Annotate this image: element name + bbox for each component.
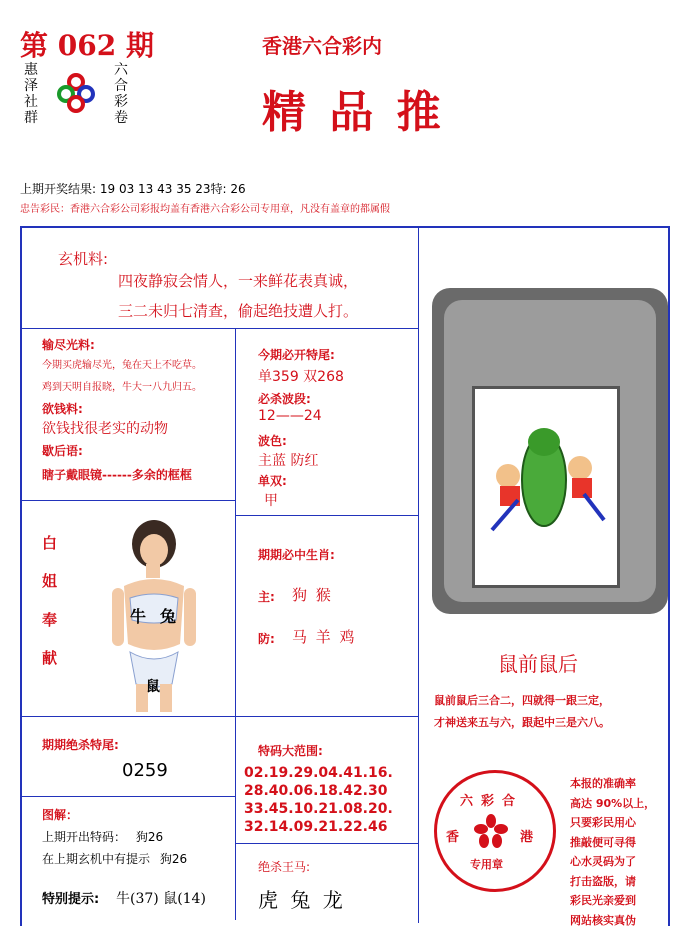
- mystic-line1: 四夜静寂会情人，一来鲜花表真诚，: [118, 272, 359, 290]
- issue-digits: 062: [57, 29, 117, 62]
- girl-char: 奉: [42, 610, 58, 629]
- headline-big: 精 品 推: [262, 87, 445, 138]
- tail-label: 今期必开特尾:: [258, 348, 335, 362]
- seal-left: 香: [446, 830, 460, 845]
- range-row: 32.14.09.21.22.46: [244, 819, 388, 835]
- divider-picture: [418, 228, 419, 733]
- accuracy-line: 只要彩民用心: [570, 816, 636, 829]
- diagram-line1-text: 上期开出特码：: [42, 830, 127, 844]
- picture-caption: 鼠前鼠后: [498, 652, 578, 676]
- divider-mid-tail: [236, 515, 418, 516]
- xiehou-text: 瞎子戴眼镜------多余的框框: [42, 468, 192, 482]
- mystic-label: 玄机料:: [58, 250, 109, 268]
- divider-left-riddle: [22, 500, 235, 501]
- bauhinia-icon: [474, 814, 508, 848]
- oddeven-value: 甲: [264, 493, 278, 509]
- notice: 忠告彩民：香港六合彩公司彩报均盖有香港六合彩公司专用章，凡没有盖章的都属假: [20, 204, 390, 215]
- shuqin-label: 输尽光料:: [42, 338, 95, 352]
- frame-left: [20, 226, 22, 926]
- publisher-char: 社: [24, 94, 38, 111]
- tail-value: 单359 双268: [258, 369, 344, 385]
- seal-char: 六: [460, 794, 482, 809]
- picture-line1: 鼠前鼠后三合二，四就得一跟三定，: [434, 694, 610, 707]
- divider-middle: [235, 328, 236, 920]
- divider-right-lower: [418, 733, 419, 923]
- color-label: 波色:: [258, 434, 287, 448]
- accuracy-line: 心水灵码为了: [570, 855, 636, 868]
- lottery-logo-icon: [56, 72, 96, 112]
- diagram-line1: [42, 828, 163, 845]
- issue-number: [20, 24, 154, 64]
- accuracy-note: [570, 774, 666, 930]
- seal-char: 合: [502, 794, 524, 809]
- publisher-char: 六: [114, 62, 128, 78]
- picture-line2: 才神送来五与六，跟起中三是六八。: [434, 716, 610, 729]
- accuracy-line: 本报的准确率: [570, 777, 636, 790]
- diagram-line2-text: 在上期玄机中有提示: [42, 852, 151, 866]
- range-row: 02.19.29.04.41.16.: [244, 765, 393, 781]
- yuqian-label: 欲钱料:: [42, 402, 83, 416]
- accuracy-line: 打击盗版，请: [570, 874, 636, 888]
- divider-range: [236, 843, 418, 844]
- publisher-char: 惠: [24, 62, 38, 78]
- seal-char: 彩: [481, 794, 503, 809]
- zodiac-guard-label: 防:: [258, 632, 275, 646]
- headline-top: 香港六合彩内: [262, 34, 382, 58]
- special-value: 牛(37) 鼠(14): [116, 891, 206, 907]
- oddeven-label: 单双:: [258, 474, 287, 488]
- publisher-char: 群: [24, 110, 38, 127]
- publisher-char: 泽: [24, 78, 38, 95]
- accuracy-line: 网站核实真伪: [570, 913, 636, 927]
- kill-tail-value: 0259: [122, 760, 168, 781]
- issue-prefix: 第: [20, 29, 49, 62]
- overlay-ox: 牛: [130, 607, 147, 626]
- kill-king-label: 绝杀王马:: [258, 860, 311, 874]
- yuqian-text: 欲钱找很老实的动物: [42, 421, 168, 437]
- wave-label: 必杀波段:: [258, 392, 311, 406]
- publisher-char: 合: [114, 78, 128, 95]
- girl-char: 白: [42, 534, 58, 552]
- wave-value: 12——24: [258, 408, 322, 424]
- range-row: 28.40.06.18.42.30: [244, 783, 388, 799]
- overlay-rabbit: 兔: [160, 607, 177, 626]
- divider-killtail: [22, 796, 235, 797]
- accuracy-line: 彩民光亲爱到: [570, 894, 636, 907]
- kill-king-value: 虎 兔 龙: [258, 888, 346, 912]
- zodiac-label: 期期必中生肖:: [258, 548, 335, 562]
- girl-char: 姐: [42, 572, 58, 591]
- divider-mystic: [22, 328, 418, 329]
- seal-top: [460, 790, 523, 809]
- divider-girl: [22, 716, 418, 717]
- diagram-line1-value: 狗26: [135, 830, 164, 844]
- mystic-line2: 三二未归七清查，偷起绝技遭人打。: [118, 302, 359, 320]
- range-row: 33.45.10.21.08.20.: [244, 801, 393, 817]
- frame-right: [668, 226, 670, 926]
- zodiac-main-value: 狗 猴: [292, 586, 333, 604]
- publisher-right-column: [114, 62, 128, 126]
- range-rows: [244, 764, 418, 836]
- range-label: 特码大范围:: [258, 744, 323, 758]
- publisher-char: 卷: [114, 110, 128, 127]
- accuracy-line: 高达 90%以上，: [570, 796, 656, 810]
- diagram-line2: [42, 850, 187, 867]
- dragon-boat-image: [488, 420, 608, 540]
- accuracy-line: 推敲便可寻得: [570, 835, 636, 849]
- seal-right: 港: [520, 830, 534, 845]
- zodiac-guard-value: 马 羊 鸡: [292, 628, 357, 646]
- girl-caption: [42, 524, 57, 677]
- issue-suffix: 期: [125, 29, 154, 62]
- girl-char: 献: [42, 648, 58, 667]
- last-result: 上期开奖结果: 19 03 13 43 35 23特: 26: [20, 182, 246, 196]
- diagram-line2-value: 狗26: [159, 852, 188, 866]
- publisher-left-column: [24, 62, 38, 126]
- shuqin-line2: 鸡到天明自报晓，牛大一八九归五。: [42, 382, 202, 393]
- overlay-rat: 鼠: [146, 679, 160, 695]
- seal-bottom: 专用章: [470, 858, 503, 871]
- kill-tail-label: 期期绝杀特尾:: [42, 738, 119, 752]
- publisher-char: 彩: [114, 94, 128, 111]
- diagram-label: 图解：: [42, 808, 79, 822]
- xiehou-label: 歇后语:: [42, 444, 83, 458]
- color-value: 主蓝 防红: [258, 453, 319, 469]
- shuqin-line1: 今期买虎输尽光，兔在天上不吃草。: [42, 360, 202, 371]
- special-label: 特别提示:: [42, 892, 100, 907]
- frame-top: [20, 226, 670, 228]
- zodiac-main-label: 主:: [258, 590, 275, 604]
